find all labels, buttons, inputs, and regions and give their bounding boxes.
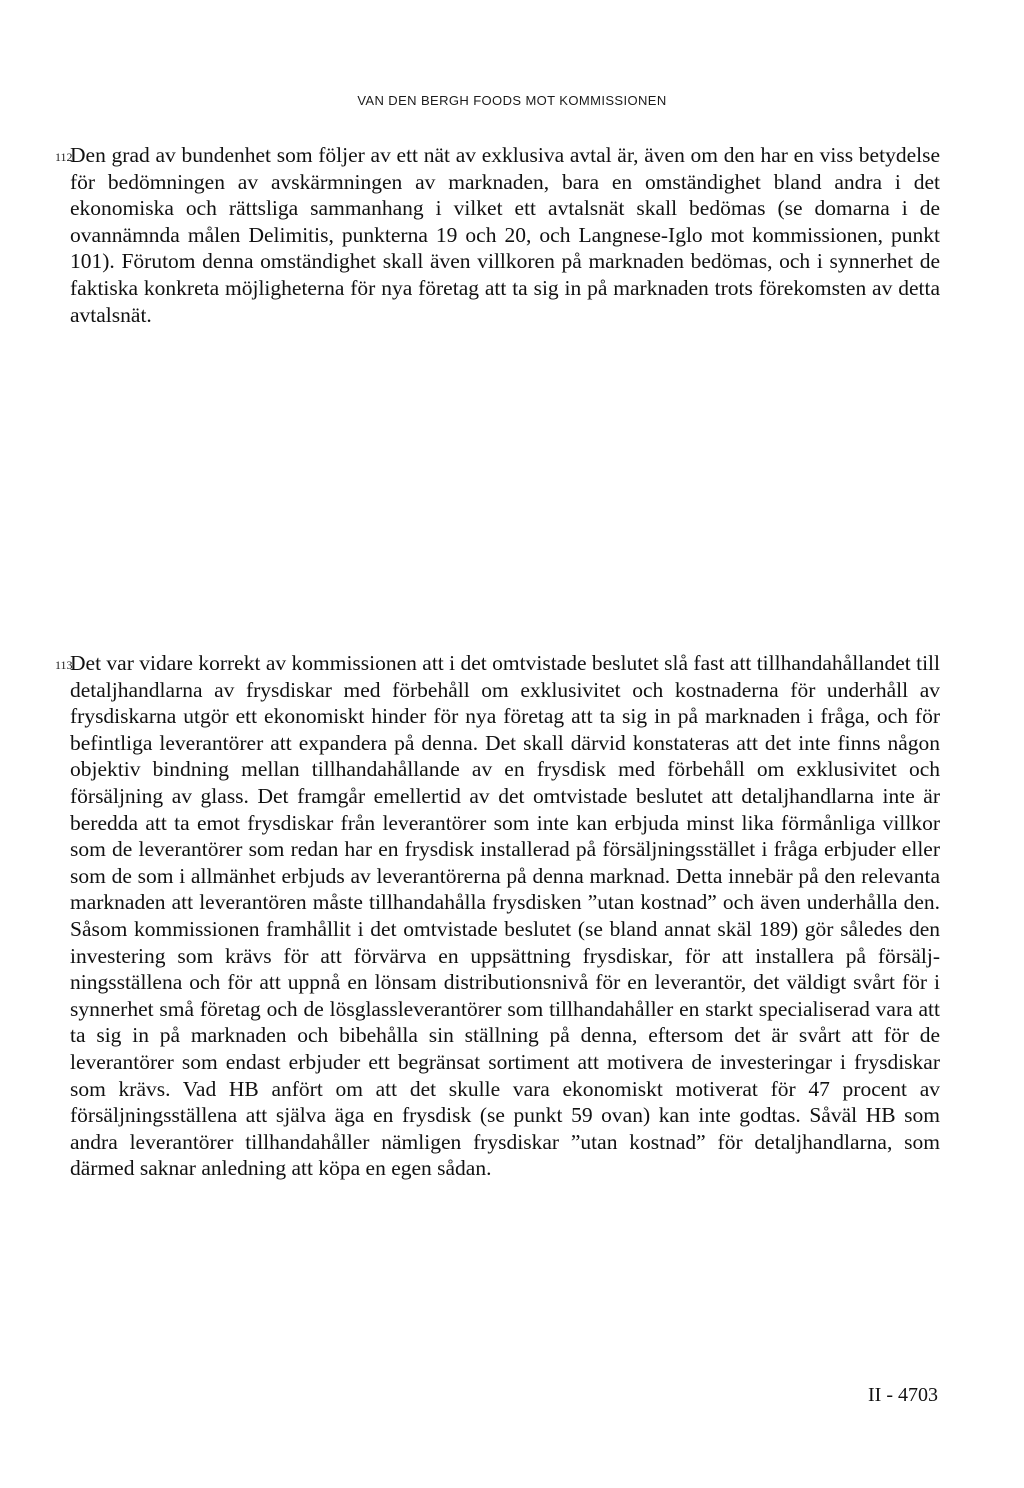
paragraph-112 — [70, 142, 940, 328]
running-header: VAN DEN BERGH FOODS MOT KOMMISSIONEN — [357, 93, 667, 108]
paragraph-text: Det var vidare korrekt av kommissionen att i det omtvistade beslutet slå fast att tillhandahållandet till detaljhandlarna av frysdiskar med förbehåll om exklusivitet och kostnaderna för underhåll av frysdiskarna utgör ett ekonomiskt hinder för nya företag att ta sig in på marknaden i fråga, och för befintliga leverantörer att expandera på denna. Det skall därvid konstateras att det inte finns någon objektiv bindning mellan tillhandahållande av en frysdisk med förbehåll om exklusivitet och försäljning av glass. Det framgår emellertid av det omtvistade beslutet att detaljhandlarna inte är beredda att ta emot frysdiskar från leverantörer som inte kan erbjuda minst lika förmånliga villkor som de leverantörer som redan har en frysdisk installerad på försäljningsstället i fråga erbjuder eller som de som i allmänhet erbjuds av leverantörerna på denna marknad. Detta innebär på den relevanta marknaden att leverantören måste tillhandahålla frysdisken ”utan kostnad” och även underhålla den. Såsom kommissionen framhållit i det omtvistade beslutet (se bland annat skäl 189) gör således den investering som krävs för att förvärva en uppsättning frysdiskar, för att installera på försäljningsställena och för att uppnå en lönsam distributionsnivå för en leverantör, det väldigt svårt för i synnerhet små företag och de lösglassleverantörer som tillhandahåller en starkt specialiserad vara att ta sig in på marknaden och bibehålla sin ställning på denna, eftersom det är svårt att för de leverantörer som endast erbjuder ett begränsat sortiment att motivera de investeringar i frysdiskar som krävs. Vad HB anfört om att det skulle vara ekonomiskt motiverat för 47 procent av försäljningsställena att själva äga en frysdisk (se punkt 59 ovan) kan inte godtas. Såväl HB som andra leverantörer tillhandahåller nämligen frysdiskar ”utan kostnad” för detaljhandlarna, som därmed saknar anledning att köpa en egen sådan. — [70, 651, 940, 1181]
page-number: II - 4703 — [868, 1384, 938, 1406]
paragraph-number: 113 — [55, 658, 73, 672]
paragraph-113 — [70, 650, 940, 1182]
paragraph-number: 112 — [55, 150, 73, 164]
paragraph-text: Den grad av bundenhet som följer av ett nät av exklusiva avtal är, även om den har en viss betydelse för bedömningen av avskärmningen av marknaden, bara en omständighet bland andra i det ekonomiska och rättsliga sammanhang i vilket ett avtalsnät skall bedömas (se domarna i de ovannämnda målen Delimitis, punkterna 19 och 20, och Langnese-Iglo mot kommissionen, punkt 101). Förutom denna omständighet skall även villkoren på marknaden bedömas, och i synnerhet de faktiska konkreta möjligheterna för nya företag att ta sig in på marknaden trots förekomsten av detta avtalsnät. — [70, 143, 940, 327]
